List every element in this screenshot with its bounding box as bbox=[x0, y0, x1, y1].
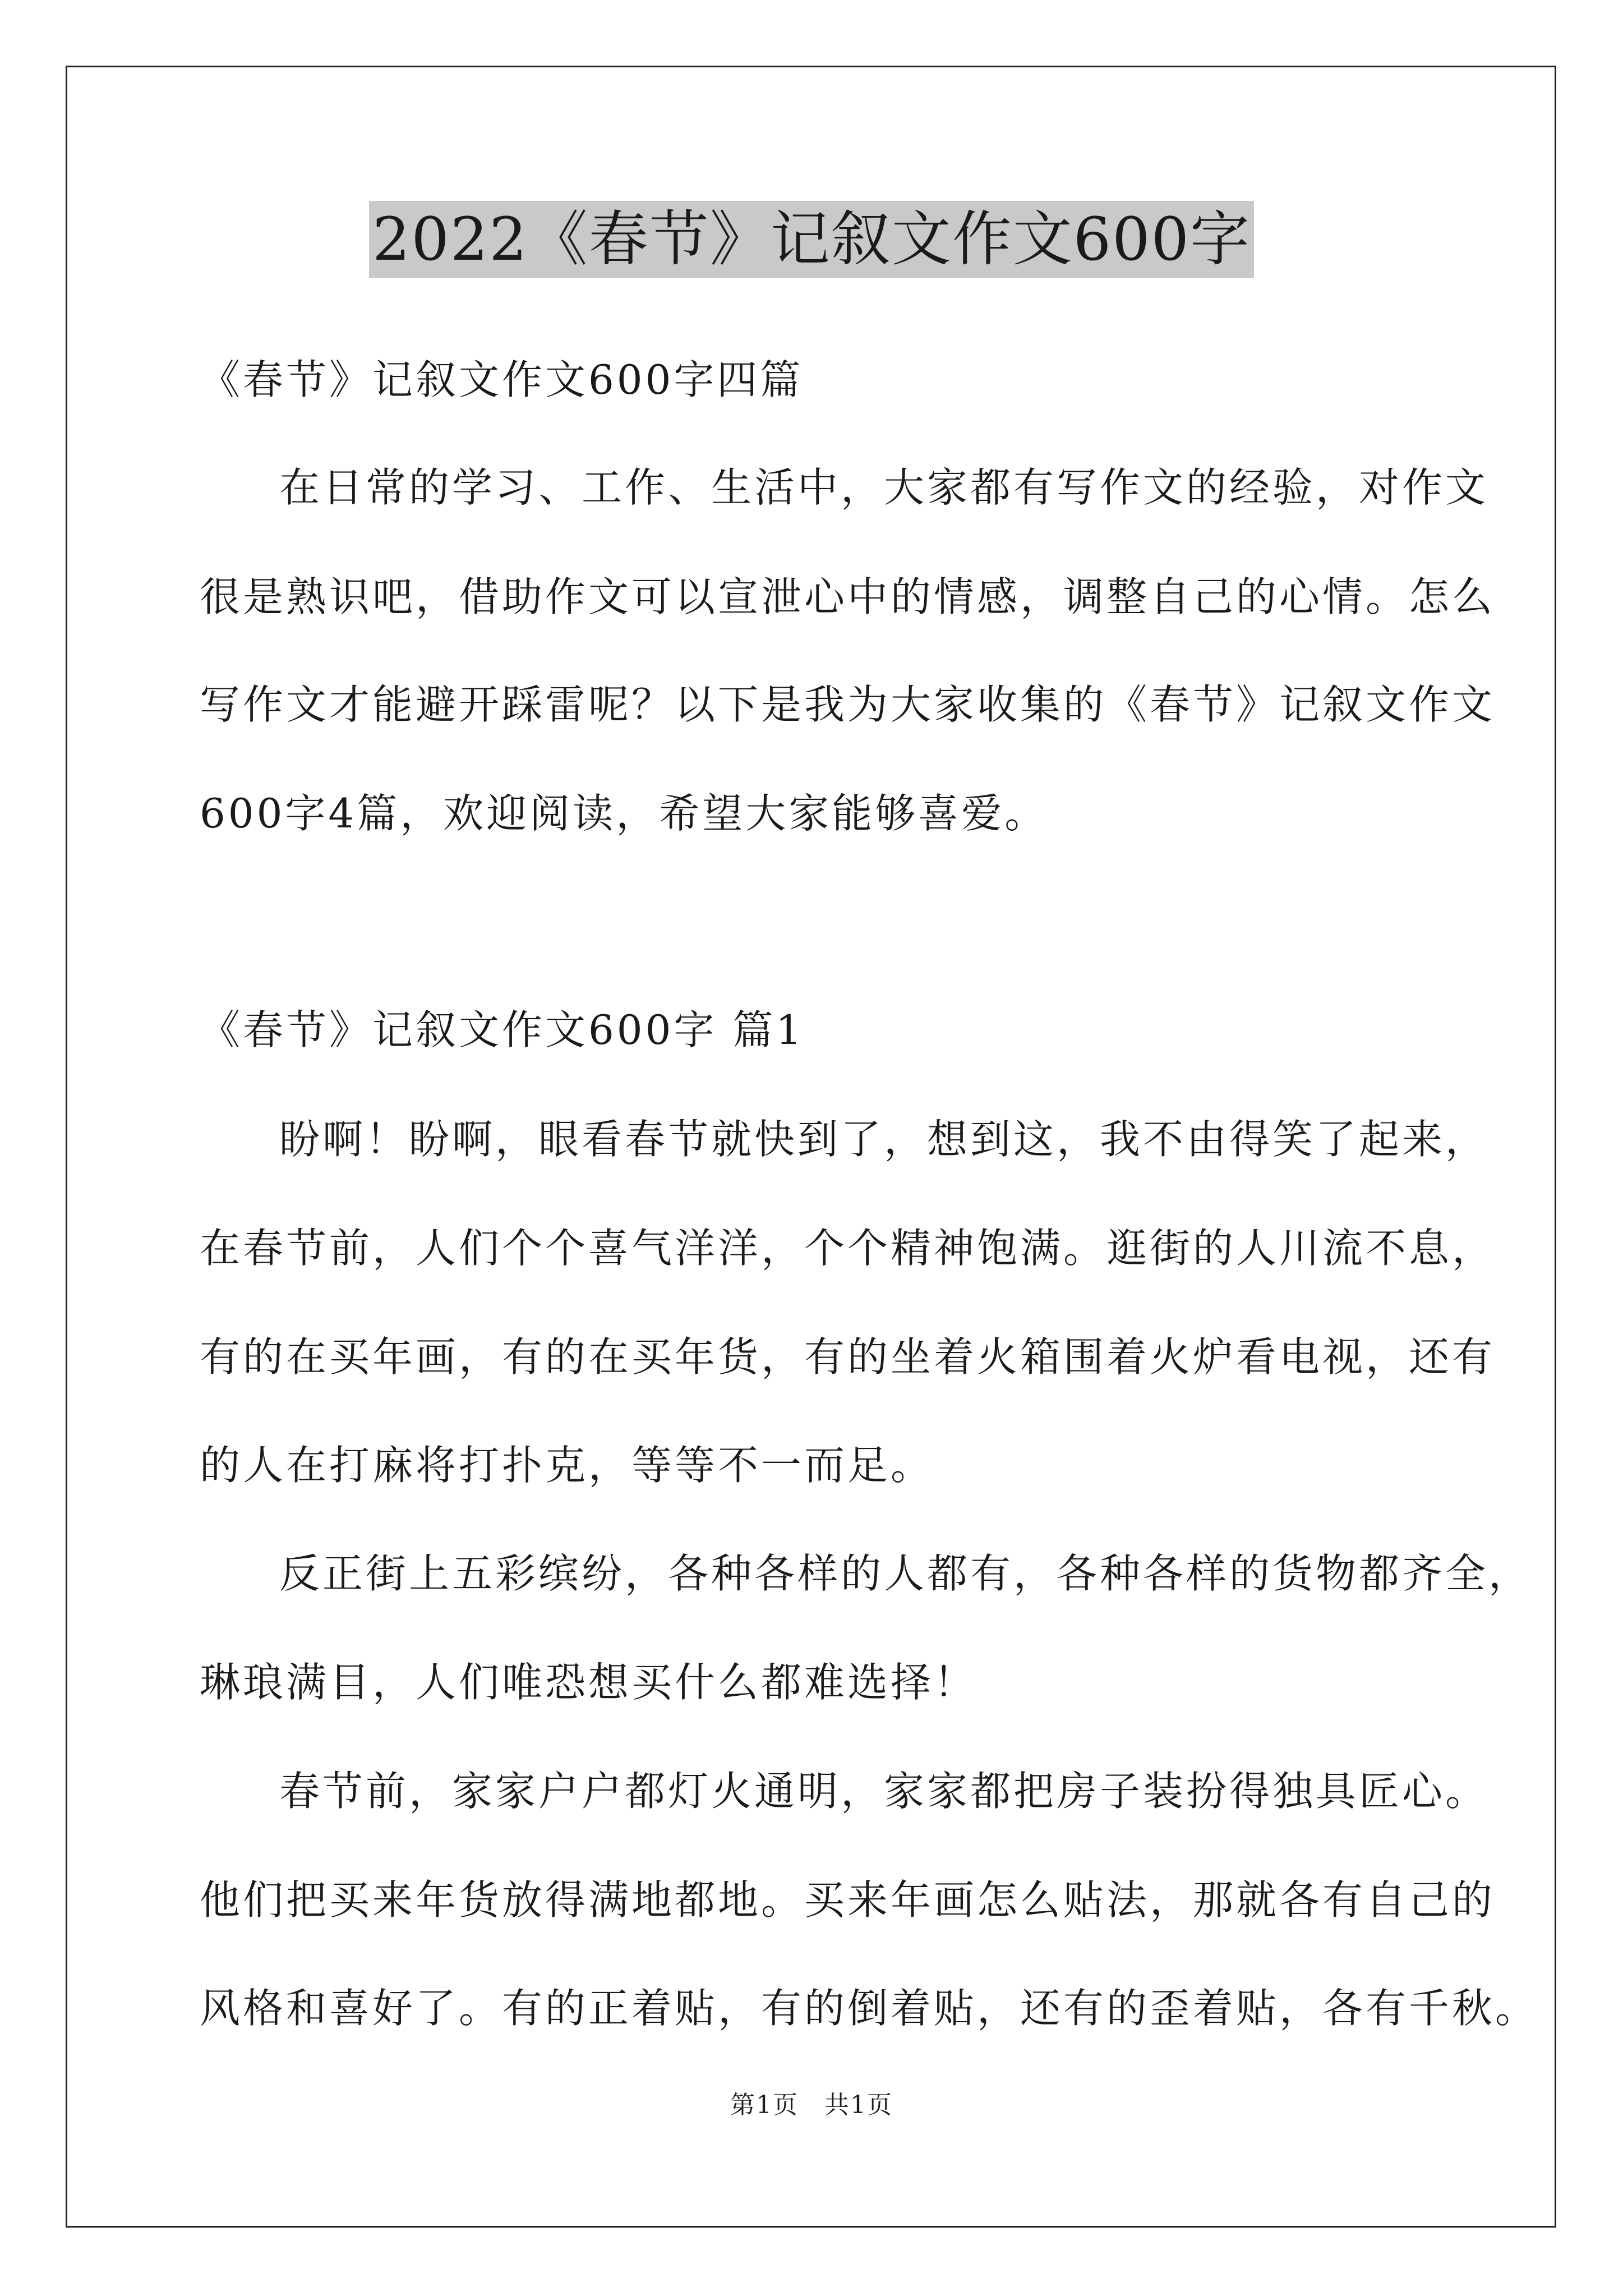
paragraph-line: 有的在买年画，有的在买年货，有的坐着火箱围着火炉看电视，还有 bbox=[200, 1333, 1496, 1381]
paragraph-line: 盼啊！盼啊，眼看春节就快到了，想到这，我不由得笑了起来， bbox=[279, 1116, 1489, 1163]
paragraph-line: 风格和喜好了。有的正着贴，有的倒着贴，还有的歪着贴，各有千秋。 bbox=[200, 1985, 1539, 2032]
intro-line: 在日常的学习、工作、生活中，大家都有写作文的经验，对作文 bbox=[279, 464, 1489, 511]
paragraph-line: 春节前，家家户户都灯火通明，家家都把房子装扮得独具匠心。 bbox=[279, 1768, 1489, 1815]
document-subtitle: 《春节》记叙文作文600字四篇 bbox=[200, 356, 804, 403]
paragraph-line: 反正街上五彩缤纷，各种各样的人都有，各种各样的货物都齐全， bbox=[279, 1550, 1532, 1597]
intro-line: 写作文才能避开踩雷呢？以下是我为大家收集的《春节》记叙文作文 bbox=[200, 681, 1496, 728]
paragraph-line: 的人在打麻将打扑克，等等不一而足。 bbox=[200, 1442, 934, 1489]
paragraph-line: 他们把买来年货放得满地都地。买来年画怎么贴法，那就各有自己的 bbox=[200, 1876, 1496, 1924]
document-title: 2022《春节》记叙文作文600字 bbox=[369, 201, 1254, 278]
paragraph-line: 琳琅满目，人们唯恐想买什么都难选择！ bbox=[200, 1659, 978, 1706]
page-footer: 第1页 共1页 bbox=[730, 2091, 893, 2119]
intro-line: 600字4篇，欢迎阅读，希望大家能够喜爱。 bbox=[200, 790, 1048, 837]
intro-line: 很是熟识吧，借助作文可以宣泄心中的情感，调整自己的心情。怎么 bbox=[200, 573, 1496, 620]
title-block bbox=[0, 201, 1623, 278]
section-heading: 《春节》记叙文作文600字 篇1 bbox=[200, 1006, 805, 1053]
paragraph-line: 在春节前，人们个个喜气洋洋，个个精神饱满。逛街的人川流不息， bbox=[200, 1225, 1496, 1272]
